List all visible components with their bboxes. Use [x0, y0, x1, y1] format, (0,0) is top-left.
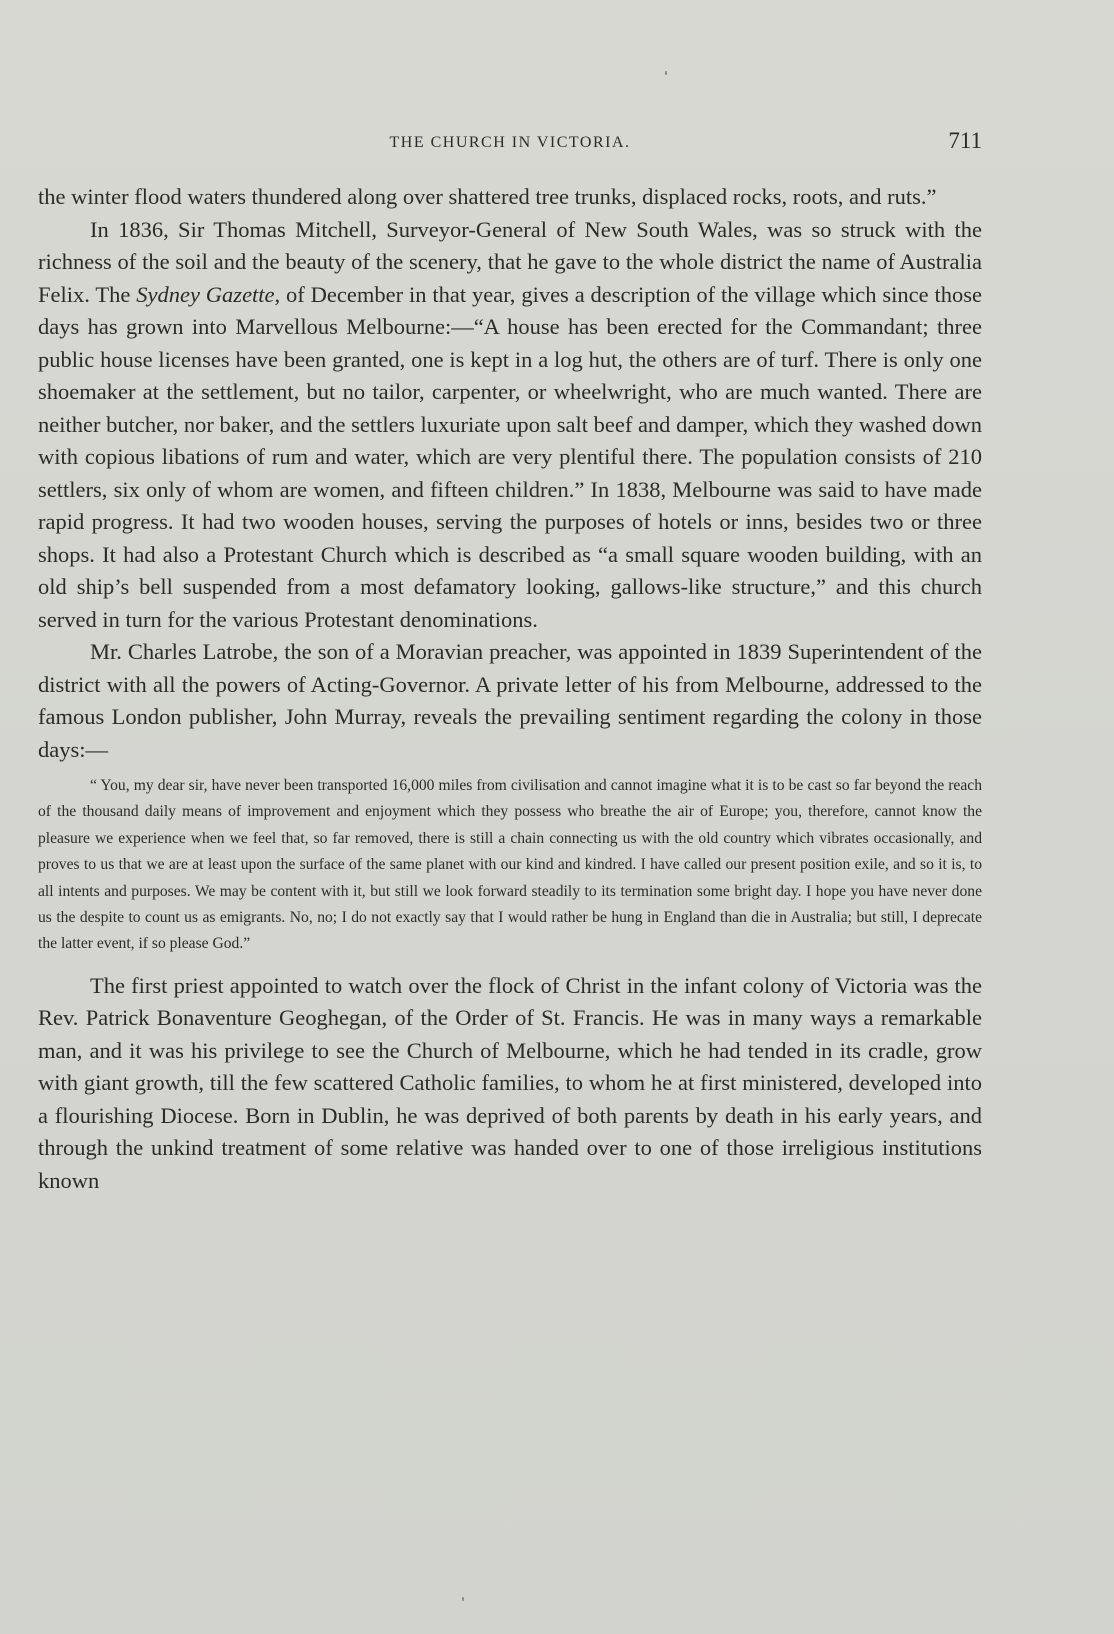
paragraph: The first priest appointed to watch over the flock of Christ in the infant colony of Victoria was the Rev. Patrick Bonaventure Geoghegan, of the Order of St. Francis. He was in many ways a remarkable man, and it was his privilege to see the Church of Melbourne, which he had tended in its cradle, grow with giant growth, till the few scattered Catholic families, to whom he at first ministered, developed into a flourishing Diocese. Born in Dublin, he was deprived of both parents by death in his early years, and through the unkind treatment of some relative was handed over to one of those irreligious institutions known [38, 972, 982, 1193]
page-header [38, 128, 982, 158]
paper-speck [665, 71, 667, 75]
block-quote: “ You, my dear sir, have never been transported 16,000 miles from civilisation and cannot imagine what it is to be cast so far beyond the reach of the thousand daily means of improvement and enjoyment which they possess who breathe the air of Europe; you, therefore, cannot know the pleasure we experience when we feel that, so far removed, there is still a chain connecting us with the old country which vibrates occasionally, and proves to us that we are at least upon the surface of the same planet with our kind and kindred. I have called our present position exile, and so it is, to all intents and purposes. We may be content with it, but still we look forward steadily to its termination some bright day. I hope you have never done us the despite to count us as emigrants. No, no; I do not exactly say that I would rather be hung in England than die in Australia; but still, I deprecate the latter event, if so please God.” [38, 777, 982, 953]
paragraph: the winter flood waters thundered along over shattered tree trunks, displaced rocks, roots, and ruts.” [38, 184, 937, 209]
paragraph-text: In 1836, Sir Thomas Mitchell, Surveyor-General of New South Wales, was so struck with the richness of the soil and the beauty of the scenery, that he gave to the whole district the name of Australia Felix. The [38, 216, 982, 307]
paragraph [38, 214, 982, 637]
paper-speck [462, 1597, 464, 1601]
paragraph: Mr. Charles Latrobe, the son of a Moravian preacher, was appointed in 1839 Superintendent of the district with all the powers of Acting-Governor. A private letter of his from Melbourne, addressed to the famous London publisher, John Murray, reveals the prevailing sentiment regarding the colony in those days:— [38, 639, 982, 762]
page-number: 711 [948, 128, 982, 153]
running-title: THE CHURCH IN VICTORIA. [389, 134, 631, 151]
body-text [38, 181, 982, 1197]
paragraph-text: of December in that year, gives a description of the village which since those days has grown into Marvellous Melbourne:—“A house has been erected for the Commandant; three public house licenses have been granted, one is kept in a log hut, the others are of turf. There is only one shoemaker at the settlement, but no tailor, carpenter, or wheelwright, who are much wanted. There are neither butcher, nor baker, and the settlers luxuriate upon salt beef and damper, which they washed down with copious libations of rum and water, which are very plentiful there. The population consists of 210 settlers, six only of whom are women, and fifteen children.” In 1838, Melbourne was said to have made rapid progress. It had two wooden houses, serving the purposes of hotels or inns, besides two or three shops. It had also a Protestant Church which is described as “a small square wooden building, with an old ship’s bell suspended from a most defamatory looking, gallows-like structure,” and this church served in turn for the various Protestant denominations. [38, 281, 982, 632]
newspaper-title: Sydney Gazette, [136, 281, 281, 307]
